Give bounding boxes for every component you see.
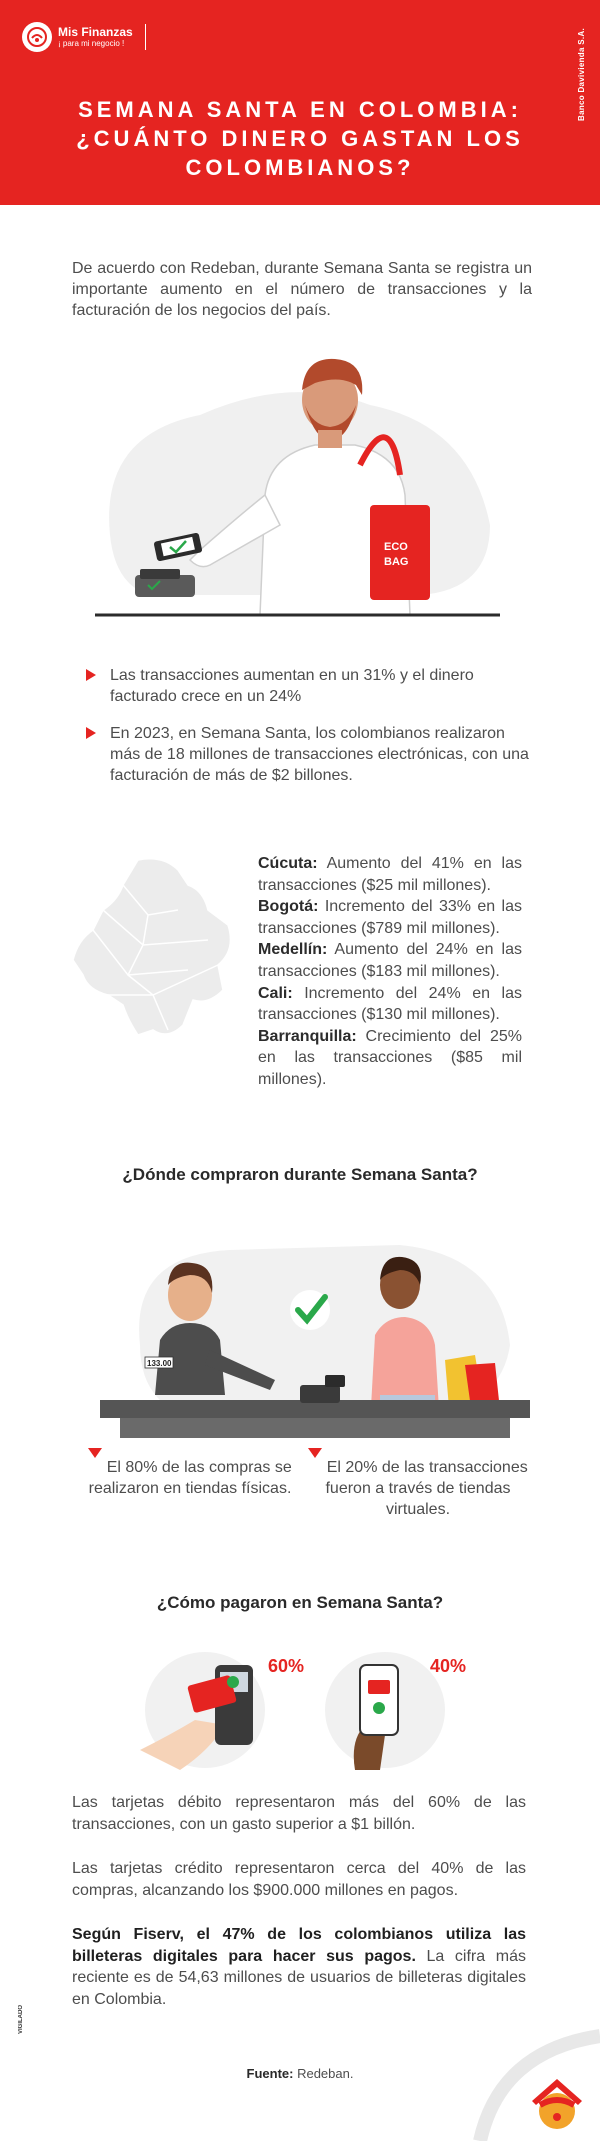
city-name: Cúcuta: (258, 855, 318, 872)
logo-title: Mis Finanzas (58, 25, 133, 39)
city-text: Aumento del 41% en las transacciones ($25 mil millones). (258, 855, 522, 894)
bullet-text: Las transacciones aumentan en un 31% y el dinero facturado crece en un 24% (110, 667, 474, 705)
virtual-stores-stat (308, 1448, 528, 1520)
house-logo-icon[interactable] (528, 2075, 586, 2131)
fiserv-paragraph (72, 1924, 526, 2010)
source-label: Fuente: (246, 2066, 294, 2081)
header-banner (0, 0, 600, 205)
physical-stores-stat (80, 1448, 300, 1499)
section-title-how: ¿Cómo pagaron en Semana Santa? (156, 1593, 444, 1612)
fiserv-rest: La cifra más reciente es de 54,63 millones de usuarios de billeteras digitales en Colombia. (72, 1947, 526, 2008)
bank-name: Banco Davivienda S.A. (577, 28, 586, 121)
vigilado-text: VIGILADO (18, 2005, 24, 2035)
intro-paragraph: De acuerdo con Redeban, durante Semana Santa se registra un importante aumento en el número de transacciones y la facturación de los negocios del país. (72, 260, 532, 319)
bullet-triangle-icon (86, 669, 96, 681)
digital-wallet-percentage: 40% (430, 1656, 467, 1676)
debit-card-percentage: 60% (268, 1656, 305, 1676)
city-text: Incremento del 33% en las transacciones ($789 mil millones). (258, 898, 522, 937)
bullet-triangle-icon (308, 1448, 322, 1458)
virtual-stores-text: El 20% de las transacciones fueron a través de tiendas virtuales. (325, 1459, 528, 1518)
city-entry (258, 941, 522, 980)
city-name: Medellín: (258, 941, 328, 959)
payment-illustration (90, 345, 510, 620)
bag-label-eco: ECO (384, 541, 408, 553)
debit-paragraph: Las tarjetas débito representaron más del 60% de las transacciones, con un gasto superior a $1 billón. (72, 1794, 526, 1833)
bullet-triangle-icon (88, 1448, 102, 1458)
price-tag: 133.00 (147, 1359, 172, 1368)
section-title-where: ¿Dónde compraron durante Semana Santa? (122, 1165, 478, 1184)
city-text: Crecimiento del 25% en las transacciones ($85 mil millones). (258, 1027, 522, 1088)
store-illustration (100, 1225, 530, 1440)
key-facts-list (84, 665, 534, 802)
vigilado-stamp (18, 2005, 38, 2100)
city-stats (258, 853, 522, 1091)
city-entry (258, 985, 522, 1024)
list-item (84, 723, 534, 786)
city-entry (258, 898, 522, 937)
credit-paragraph: Las tarjetas crédito representaron cerca del 40% de las compras, alcanzando los $900.000 millones en pagos. (72, 1860, 526, 1899)
logo-subtitle: ¡ para mi negocio ! (58, 39, 125, 48)
logo-divider (145, 24, 147, 50)
page-title: SEMANA SANTA EN COLOMBIA: ¿CUÁNTO DINERO GASTAN LOS COLOMBIANOS? (76, 97, 524, 180)
city-entry (258, 1028, 522, 1088)
fiserv-bold: Según Fiserv, el 47% de los colombianos utiliza las billeteras digitales para hacer sus pagos. (72, 1926, 526, 1965)
city-text: Incremento del 24% en las transacciones ($130 mil millones). (258, 984, 522, 1024)
bullet-text: En 2023, en Semana Santa, los colombianos realizaron más de 18 millones de transacciones electrónicas, con una facturación de más de $2 billones. (110, 725, 529, 784)
bag-label-bag: BAG (384, 556, 409, 568)
colombia-map-icon (68, 855, 238, 1045)
logo-mark-icon (22, 22, 52, 52)
city-name: Cali: (258, 984, 293, 1002)
source-value: Redeban. (293, 2066, 354, 2081)
brand-logo[interactable] (22, 22, 146, 52)
city-text: Aumento del 24% en las transacciones ($183 mil millones). (258, 941, 522, 980)
list-item (84, 665, 534, 707)
city-entry (258, 855, 522, 894)
physical-stores-text: El 80% de las compras se realizaron en tiendas físicas. (88, 1459, 292, 1497)
bullet-triangle-icon (86, 727, 96, 739)
city-name: Bogotá: (258, 898, 319, 916)
city-name: Barranquilla: (258, 1027, 357, 1045)
